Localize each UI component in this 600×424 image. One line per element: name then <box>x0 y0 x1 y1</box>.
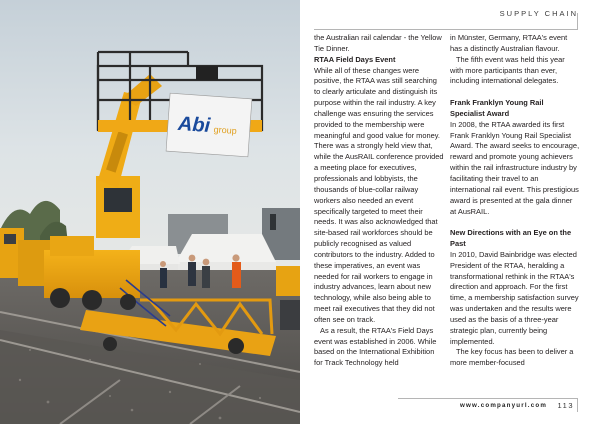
paragraph-gap <box>450 87 580 98</box>
section-tag: SUPPLY CHAIN <box>499 9 578 18</box>
subheading-young-specialist-award: Frank Franklyn Young Rail Specialist Award <box>450 98 544 118</box>
paragraph: The key focus has been to deliver a more member-focused <box>450 347 574 368</box>
header-rule <box>314 29 578 30</box>
section-header <box>314 8 578 28</box>
paragraph: While all of these changes were positive, the RTAA was still searching to clearly articulate and distinguish its purpose within the rail industry. A key challenge was ensuring the services provided to the membership were meaningful and good value for money. There was a strongly held view that, while the AusRAIL conference provided a meeting place for executives, professionals and lobbyists, the thousands of blue-collar railway workers also needed an event specifically targeted to meet their needs. It was also acknowledged that site-based rail workforces should be publicly recognised as valued contributors to the industry. Added to these imperatives, an event was needed for rail workers to engage in industry advances, learn about new technology, while also being able to meet rail executives that they did not often see on track. <box>314 65 444 324</box>
page-number: 113 <box>557 401 574 410</box>
paragraph: in Münster, Germany, RTAA's event has a distinctly Australian flavour. <box>450 33 568 53</box>
subheading-new-directions: New Directions with an Eye on the Past <box>450 228 572 249</box>
paragraph: The fifth event was held this year with more participants than ever, including international delegates. <box>450 54 565 86</box>
paragraph: the Australian rail calendar - the Yellow Tie Dinner. <box>314 33 442 53</box>
text-column-1 <box>314 33 444 369</box>
footer-rule-vertical <box>577 398 578 412</box>
subheading-field-days: RTAA Field Days Event <box>314 54 396 64</box>
footer-url: www.companyurl.com <box>460 402 548 409</box>
sign-sub-text: group <box>213 124 238 136</box>
footer-rule <box>398 398 578 399</box>
text-column-2 <box>450 33 580 369</box>
paragraph: In 2008, the RTAA awarded its first Frank Franklyn Young Rail Specialist Award. The award seeks to encourage, reward and promote young achievers within the rail infrastructure industry by facilitating their travel to an international rail event. This prestigious award is presented at the gala dinner at AusRAIL. <box>450 119 580 216</box>
header-rule-vertical <box>577 13 578 29</box>
page-footer <box>398 398 578 414</box>
sign-brand-text: Abi <box>177 112 211 138</box>
paragraph: In 2010, David Bainbridge was elected President of the RTAA, heralding a transformational rethink in the RTAA's direction and approach. For the first time, a membership satisfaction survey was undertaken and the results were used as the basis of a three-year strategic plan, currently being implemented. <box>450 249 579 346</box>
paragraph-gap <box>450 217 580 228</box>
paragraph: As a result, the RTAA's Field Days event was established in 2006. While based on the International Exhibition for Track Technology held <box>314 325 437 368</box>
